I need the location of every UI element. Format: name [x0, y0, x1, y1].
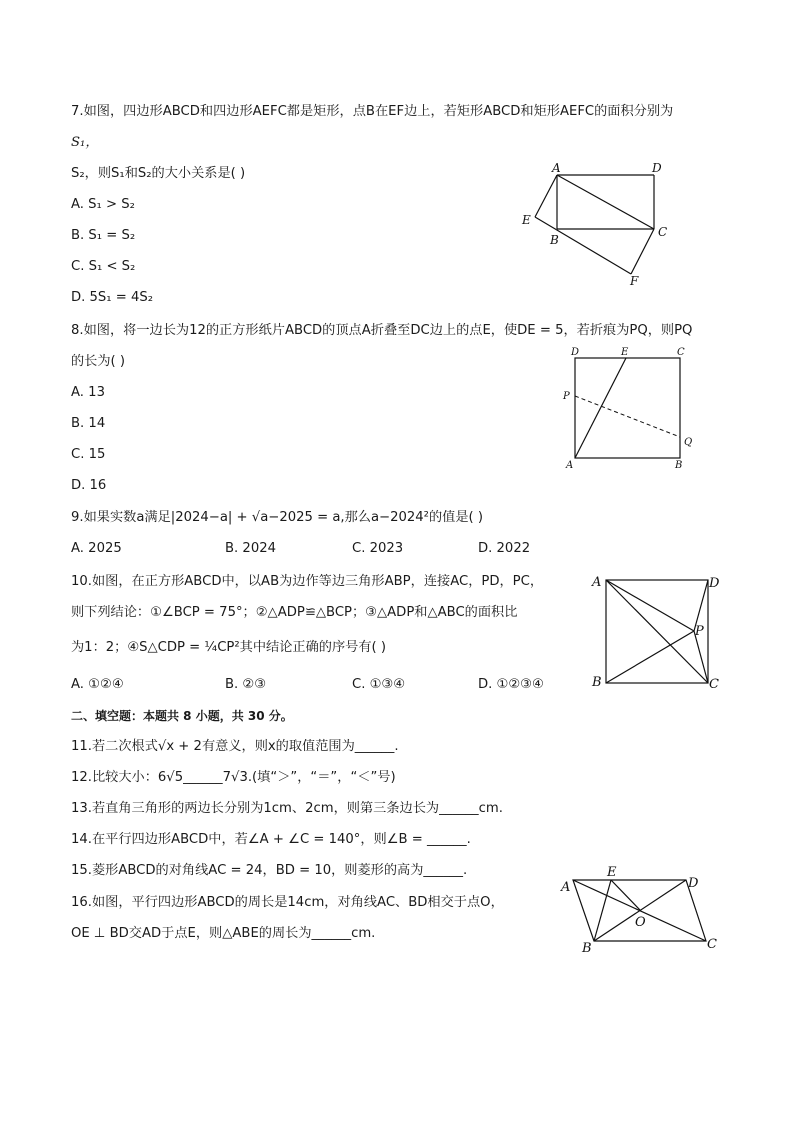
q7-stem-line2: S₁，	[71, 135, 99, 150]
q16-label-b: B	[582, 941, 592, 956]
q8-option-b[interactable]: B. 14	[71, 416, 106, 431]
q7-stem-line3: S₂，则S₁和S₂的大小关系是( )	[71, 166, 246, 181]
q10-option-a[interactable]: A. ①②④	[71, 677, 124, 692]
q8-figure	[560, 344, 700, 472]
q10-option-b[interactable]: B. ②③	[225, 677, 267, 692]
q10-label-d: D	[709, 576, 720, 591]
q10-label-p: P	[695, 624, 704, 639]
q7-label-d: D	[652, 161, 662, 175]
q10-option-d[interactable]: D. ①②③④	[478, 677, 544, 692]
q10-stem-line2: 则下列结论：①∠BCP = 75°；②△ADP≌△BCP；③△ADP和△ABC的面积比	[71, 605, 518, 620]
q16-stem-line1: 16.如图，平行四边形ABCD的周长是14cm，对角线AC、BD相交于点O，	[71, 895, 504, 910]
q8-label-c: C	[677, 347, 685, 358]
q16-figure	[556, 862, 726, 956]
q8-option-d[interactable]: D. 16	[71, 478, 107, 493]
q8-label-q: Q	[684, 437, 693, 448]
q15-stem: 15.菱形ABCD的对角线AC = 24，BD = 10，则菱形的高为______.	[71, 863, 468, 878]
q8-label-p: P	[563, 391, 570, 402]
section-2-heading: 二、填空题：本题共 8 小题，共 30 分。	[71, 709, 293, 723]
q8-stem-line2: 的长为( )	[71, 354, 126, 369]
q7-option-b[interactable]: B. S₁ = S₂	[71, 228, 136, 243]
q8-label-d: D	[571, 347, 580, 358]
q8-stem-line1: 8.如图，将一边长为12的正方形纸片ABCD的顶点A折叠至DC边上的点E，使DE = 5，若折痕为PQ，则PQ	[71, 323, 693, 338]
q16-label-c: C	[707, 937, 717, 952]
q16-label-e: E	[607, 865, 617, 880]
q9-option-b[interactable]: B. 2024	[225, 541, 276, 556]
q7-stem-line1: 7.如图，四边形ABCD和四边形AEFC都是矩形，点B在EF边上，若矩形ABCD和矩形AEFC的面积分别为	[71, 104, 674, 119]
q10-stem-line1: 10.如图，在正方形ABCD中，以AB为边作等边三角形ABP，连接AC，PD，PC，	[71, 574, 544, 589]
q9-option-a[interactable]: A. 2025	[71, 541, 122, 556]
q8-label-a: A	[566, 460, 574, 471]
q7-option-d[interactable]: D. 5S₁ = 4S₂	[71, 290, 154, 305]
q8-option-a[interactable]: A. 13	[71, 385, 105, 400]
q10-label-b: B	[592, 675, 602, 690]
q11-stem: 11.若二次根式√x + 2有意义，则x的取值范围为______.	[71, 739, 399, 754]
q14-stem: 14.在平行四边形ABCD中，若∠A + ∠C = 140°，则∠B = ______.	[71, 832, 471, 847]
q7-label-a: A	[552, 161, 561, 175]
q16-label-o: O	[635, 915, 646, 930]
q9-stem: 9.如果实数a满足|2024−a| + √a−2025 = a,那么a−2024²的值是( )	[71, 510, 483, 525]
q7-option-c[interactable]: C. S₁ < S₂	[71, 259, 136, 274]
q13-stem: 13.若直角三角形的两边长分别为1cm、2cm，则第三条边长为______cm.	[71, 801, 503, 816]
q8-label-b: B	[675, 460, 683, 471]
q16-stem-line2: OE ⊥ BD交AD于点E，则△ABE的周长为______cm.	[71, 926, 376, 941]
q7-label-b: B	[550, 233, 559, 247]
q10-stem-line3: 为1：2；④S△CDP = ¼CP²其中结论正确的序号有( )	[71, 640, 387, 655]
q9-option-d[interactable]: D. 2022	[478, 541, 531, 556]
q10-label-c: C	[709, 677, 719, 692]
q10-option-c[interactable]: C. ①③④	[352, 677, 406, 692]
q8-option-c[interactable]: C. 15	[71, 447, 106, 462]
q9-option-c[interactable]: C. 2023	[352, 541, 404, 556]
q16-label-d: D	[688, 876, 699, 891]
q7-figure	[515, 158, 685, 290]
q7-option-a[interactable]: A. S₁ > S₂	[71, 197, 135, 212]
q7-label-e: E	[522, 213, 531, 227]
q16-label-a: A	[561, 880, 571, 895]
q8-label-e: E	[621, 347, 629, 358]
q10-figure	[588, 572, 728, 694]
q12-stem: 12.比较大小：6√5______7√3.(填“＞”，“＝”，“＜”号)	[71, 770, 396, 785]
q10-label-a: A	[592, 575, 602, 590]
q7-label-c: C	[658, 225, 668, 239]
q7-label-f: F	[630, 274, 639, 288]
